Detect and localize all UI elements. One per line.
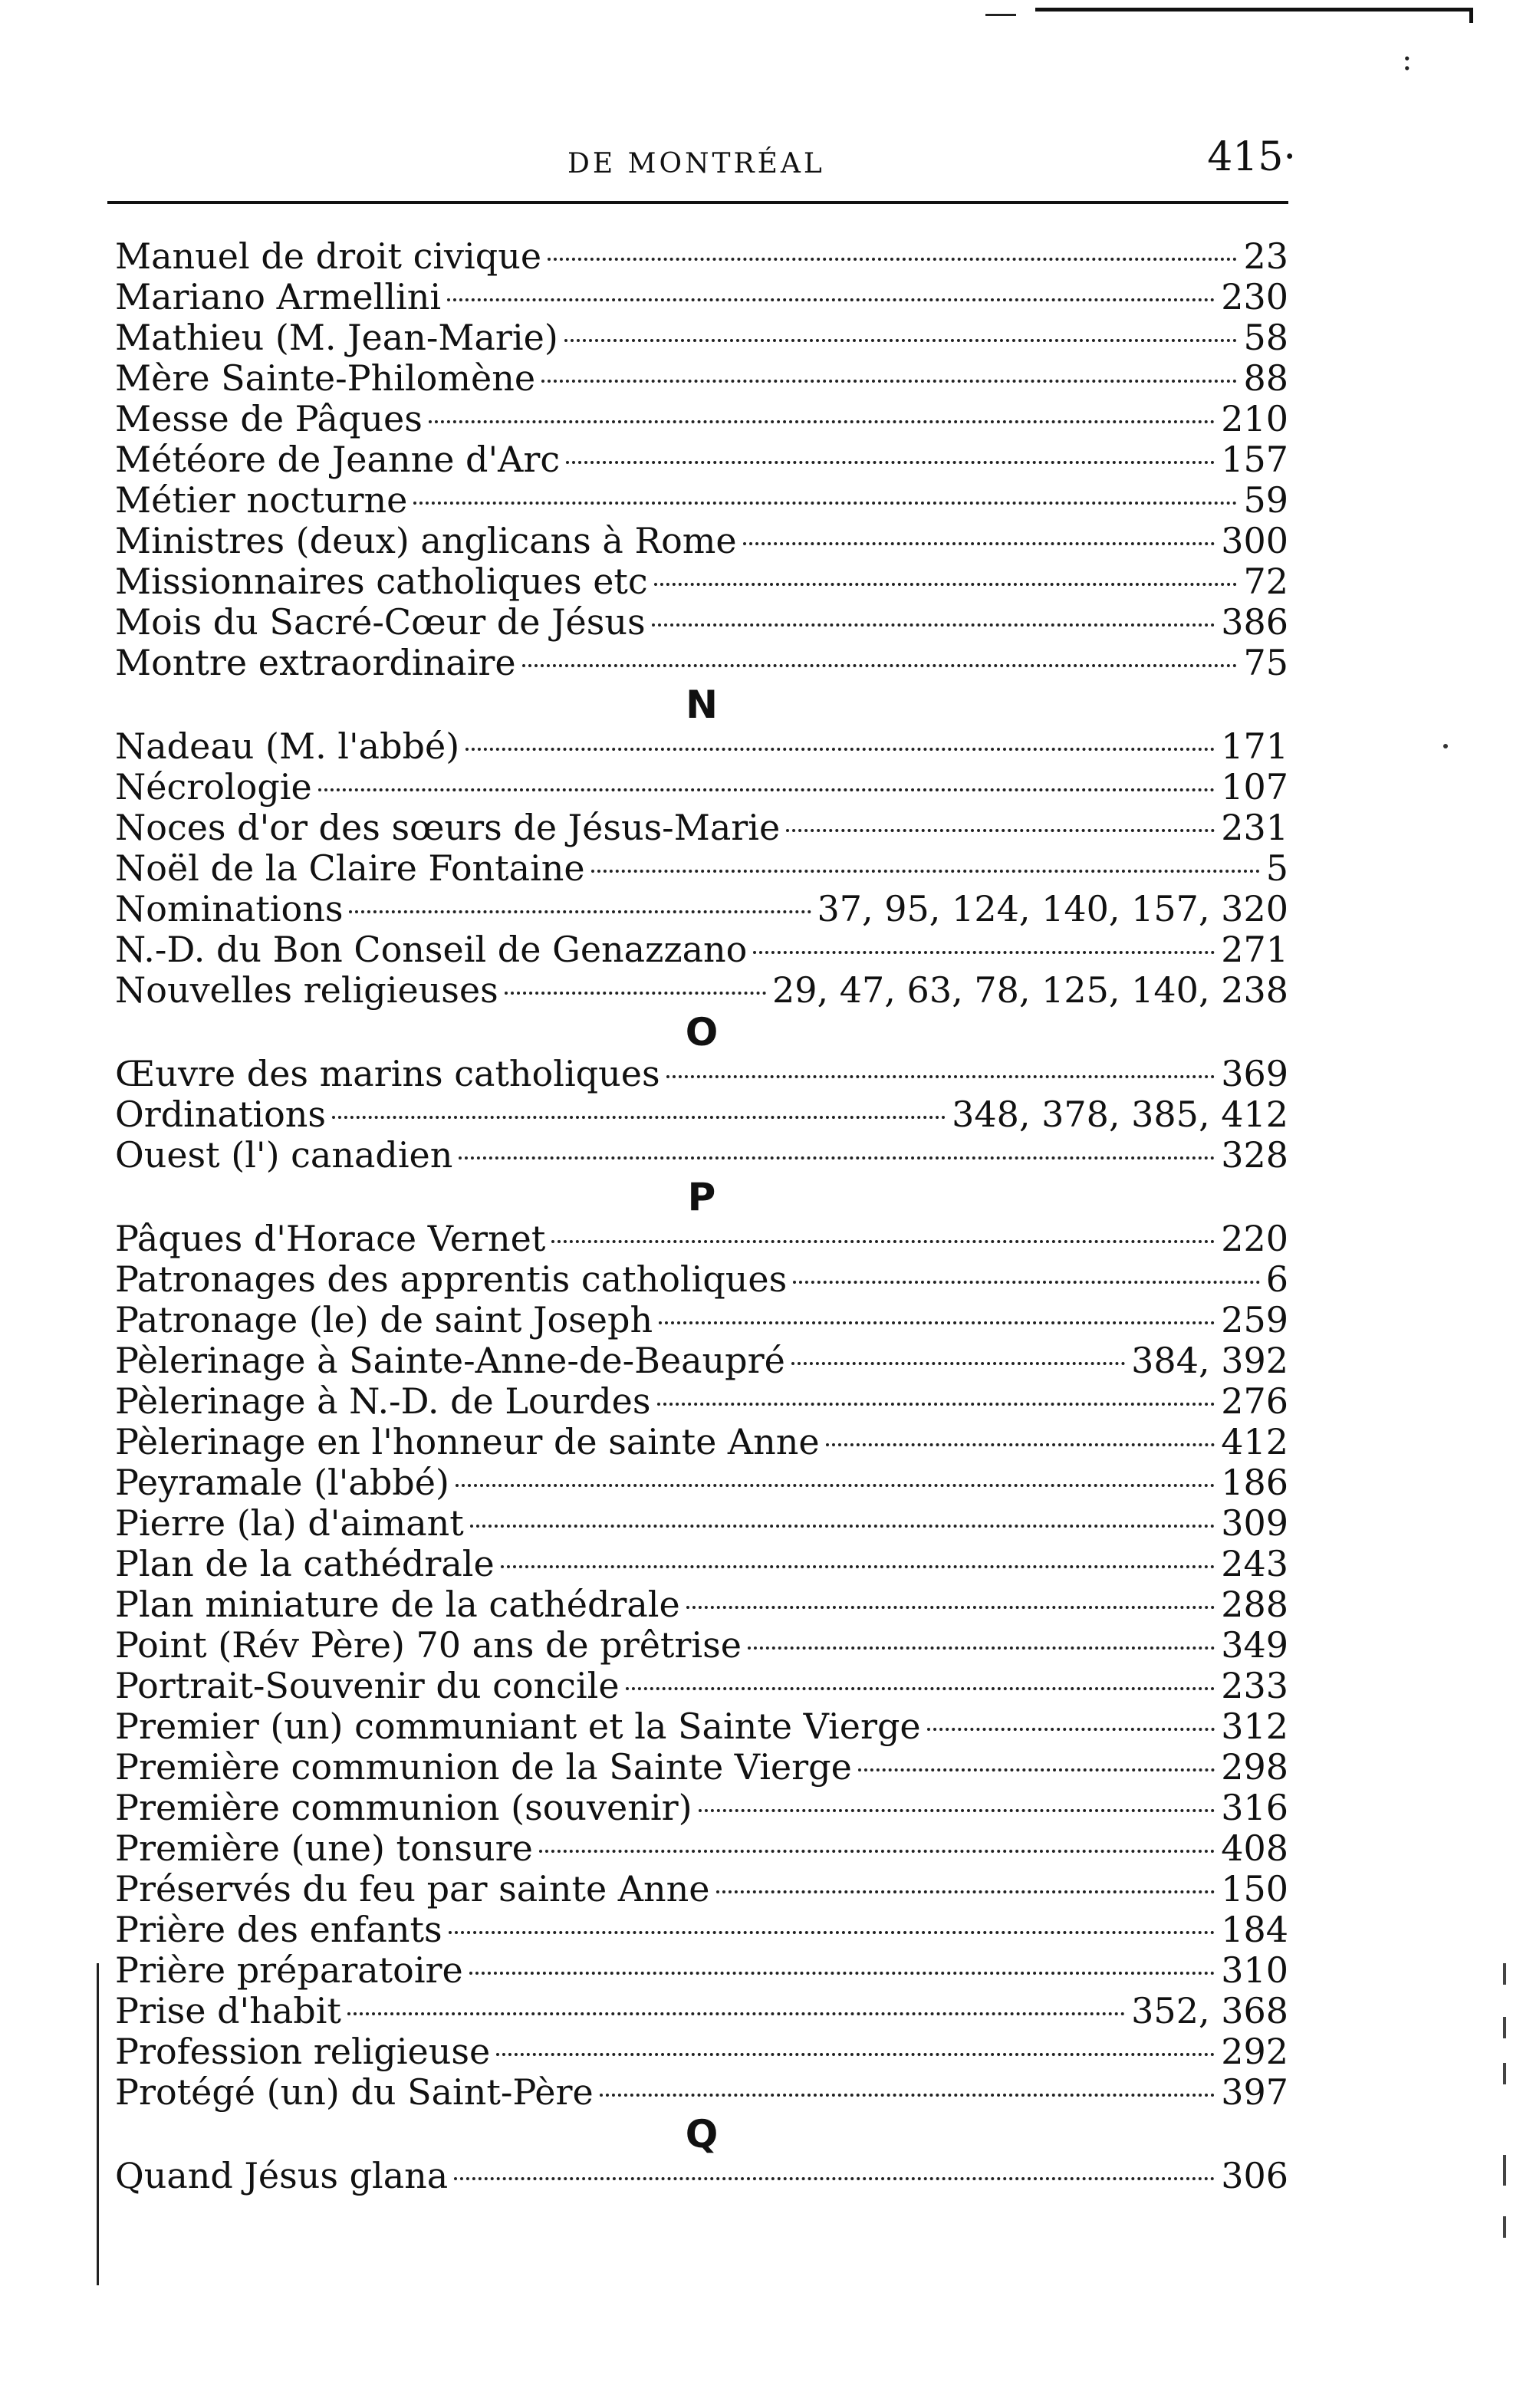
dot-leader <box>657 1403 1215 1406</box>
dot-leader <box>786 829 1215 832</box>
index-entry <box>115 2031 1288 2072</box>
entry-label: Missionnaires catholiques etc <box>115 561 648 602</box>
index-entry <box>115 767 1288 808</box>
entry-label: Pèlerinage à N.-D. de Lourdes <box>115 1380 651 1422</box>
dot-leader <box>748 1646 1215 1650</box>
entry-label: Mère Sainte-Philomène <box>115 357 536 399</box>
dot-leader <box>548 258 1237 261</box>
index-entry <box>115 848 1288 889</box>
dot-leader <box>469 1972 1215 1975</box>
index-entry <box>115 1950 1288 1991</box>
dot-leader <box>626 1687 1215 1690</box>
entry-label: Plan miniature de la cathédrale <box>115 1584 680 1625</box>
index-entry <box>115 399 1288 439</box>
section-letter: N <box>686 683 718 727</box>
dot-leader <box>459 1156 1215 1160</box>
index-entry <box>115 1869 1288 1910</box>
dot-leader <box>454 2177 1215 2180</box>
dot-leader <box>470 1525 1215 1528</box>
entry-label: Nadeau (M. l'abbé) <box>115 725 460 767</box>
top-edge-rule <box>985 14 1016 16</box>
index-entry <box>115 1991 1288 2031</box>
entry-label: Prière des enfants <box>115 1909 442 1950</box>
entry-label: Pâques d'Horace Vernet <box>115 1218 546 1259</box>
entry-pages: 310 <box>1221 1949 1288 1991</box>
section-letter: P <box>687 1175 716 1219</box>
page-number: 415· <box>1207 134 1296 180</box>
entry-pages: 300 <box>1221 520 1288 561</box>
index-entry <box>115 439 1288 480</box>
index-entry <box>115 1135 1288 1176</box>
index-entry <box>115 970 1288 1011</box>
entry-label: Nécrologie <box>115 766 312 808</box>
entry-pages: 5 <box>1265 847 1288 889</box>
top-edge-tick <box>1469 8 1473 23</box>
dot-leader <box>501 1565 1215 1568</box>
index-entry <box>115 1300 1288 1341</box>
entry-label: Portrait-Souvenir du concile <box>115 1665 620 1706</box>
index-entry <box>115 1788 1288 1828</box>
entry-label: Quand Jésus glana <box>115 2155 449 2196</box>
entry-pages: 72 <box>1243 561 1288 602</box>
entry-label: Nouvelles religieuses <box>115 969 498 1011</box>
entry-pages: 259 <box>1221 1299 1288 1341</box>
entry-label: Pierre (la) d'aimant <box>115 1502 464 1544</box>
dot-leader <box>858 1768 1215 1771</box>
entry-label: Prière préparatoire <box>115 1949 463 1991</box>
dot-leader <box>666 1075 1215 1078</box>
index-entry <box>115 1422 1288 1462</box>
dot-leader <box>927 1728 1215 1731</box>
entry-label: Première communion de la Sainte Vierge <box>115 1746 852 1788</box>
entry-pages: 184 <box>1221 1909 1288 1950</box>
entry-pages: 75 <box>1243 642 1288 683</box>
index-entry <box>115 1094 1288 1135</box>
dot-leader <box>429 420 1215 423</box>
dot-leader <box>791 1362 1125 1365</box>
dot-leader <box>349 910 811 913</box>
entry-pages: 107 <box>1221 766 1288 808</box>
index-entry <box>115 358 1288 399</box>
entry-pages: 150 <box>1221 1868 1288 1910</box>
dot-leader <box>413 502 1237 505</box>
entry-label: Ouest (l') canadien <box>115 1134 453 1176</box>
dot-leader <box>456 1484 1215 1487</box>
index-entry <box>115 2072 1288 2113</box>
index-entry <box>115 1544 1288 1584</box>
entry-pages: 29, 47, 63, 78, 125, 140, 238 <box>772 969 1288 1011</box>
index-entry <box>115 2156 1288 2196</box>
index-entry <box>115 1625 1288 1666</box>
entry-pages: 316 <box>1221 1787 1288 1828</box>
left-margin-line <box>97 1963 99 2285</box>
entry-pages: 369 <box>1221 1053 1288 1094</box>
entry-pages: 309 <box>1221 1502 1288 1544</box>
entry-pages: 230 <box>1221 276 1288 317</box>
section-letter: O <box>685 1010 719 1054</box>
dot-leader <box>699 1809 1215 1812</box>
dot-leader <box>716 1890 1215 1893</box>
index-entry <box>115 521 1288 561</box>
entry-label: Mathieu (M. Jean-Marie) <box>115 317 558 358</box>
entry-pages: 6 <box>1265 1258 1288 1300</box>
index-entry <box>115 1747 1288 1788</box>
dot-leader <box>541 380 1237 383</box>
index-entry <box>115 1462 1288 1503</box>
index-entry <box>115 1828 1288 1869</box>
entry-label: Œuvre des marins catholiques <box>115 1053 660 1094</box>
index-entry <box>115 1054 1288 1094</box>
entry-label: Ministres (deux) anglicans à Rome <box>115 520 737 561</box>
entry-label: Nominations <box>115 888 344 929</box>
dot-leader <box>465 748 1215 751</box>
index-entry <box>115 726 1288 767</box>
dot-leader <box>539 1850 1215 1853</box>
dot-leader <box>686 1606 1215 1609</box>
entry-pages: 58 <box>1243 317 1288 358</box>
top-edge-rule-long <box>1035 8 1472 12</box>
entry-pages: 386 <box>1221 601 1288 643</box>
entry-pages: 171 <box>1221 725 1288 767</box>
entry-label: Pèlerinage à Sainte-Anne-de-Beaupré <box>115 1340 785 1381</box>
index-entry <box>115 1259 1288 1300</box>
entry-label: Patronage (le) de saint Joseph <box>115 1299 653 1341</box>
entry-pages: 408 <box>1221 1827 1288 1869</box>
entry-pages: 412 <box>1221 1421 1288 1462</box>
index-entry <box>115 1584 1288 1625</box>
index-entry <box>115 889 1288 929</box>
entry-label: Manuel de droit civique <box>115 235 542 277</box>
page-header <box>107 134 1296 188</box>
entry-pages: 88 <box>1243 357 1288 399</box>
index-entry <box>115 317 1288 358</box>
entry-label: Noces d'or des sœurs de Jésus-Marie <box>115 807 781 848</box>
entry-pages: 186 <box>1221 1462 1288 1503</box>
entry-pages: 312 <box>1221 1706 1288 1747</box>
dot-leader <box>743 542 1215 545</box>
dot-leader <box>793 1281 1259 1284</box>
entry-label: Ordinations <box>115 1094 327 1135</box>
index-entry <box>115 1503 1288 1544</box>
index-entry <box>115 1219 1288 1259</box>
entry-label: Pèlerinage en l'honneur de sainte Anne <box>115 1421 820 1462</box>
entry-pages: 23 <box>1243 235 1288 277</box>
index-entry <box>115 643 1288 683</box>
running-title: DE MONTRÉAL <box>567 148 825 179</box>
entry-pages: 210 <box>1221 398 1288 439</box>
margin-dot <box>1443 744 1448 748</box>
dot-leader <box>753 951 1215 954</box>
dot-leader <box>551 1240 1215 1243</box>
entry-pages: 271 <box>1221 929 1288 970</box>
dot-leader <box>591 870 1260 873</box>
entry-pages: 352, 368 <box>1131 1990 1288 2031</box>
entry-pages: 328 <box>1221 1134 1288 1176</box>
dot-leader <box>332 1116 946 1119</box>
entry-pages: 397 <box>1221 2071 1288 2113</box>
dot-leader <box>600 2094 1215 2097</box>
entry-pages: 157 <box>1221 439 1288 480</box>
index-entry <box>115 602 1288 643</box>
index-entry <box>115 277 1288 317</box>
entry-pages: 349 <box>1221 1624 1288 1666</box>
dot-leader <box>522 664 1238 667</box>
dot-leader <box>566 461 1215 464</box>
entry-pages: 243 <box>1221 1543 1288 1584</box>
entry-label: Profession religieuse <box>115 2031 491 2072</box>
margin-mark: : <box>1402 42 1413 77</box>
entry-label: Peyramale (l'abbé) <box>115 1462 449 1503</box>
right-margin-marks <box>1503 1963 1508 2285</box>
entry-label: Météore de Jeanne d'Arc <box>115 439 561 480</box>
dot-leader <box>652 623 1215 627</box>
entry-label: Première (une) tonsure <box>115 1827 533 1869</box>
index-entry <box>115 1341 1288 1381</box>
entry-label: Messe de Pâques <box>115 398 423 439</box>
entry-label: Métier nocturne <box>115 479 408 521</box>
index-entry <box>115 1381 1288 1422</box>
dot-leader <box>659 1321 1215 1324</box>
entry-label: Mois du Sacré-Cœur de Jésus <box>115 601 646 643</box>
entry-pages: 231 <box>1221 807 1288 848</box>
index-entry <box>115 929 1288 970</box>
entry-label: N.-D. du Bon Conseil de Genazzano <box>115 929 748 970</box>
dot-leader <box>496 2053 1215 2056</box>
index-entry <box>115 1910 1288 1950</box>
index-entry <box>115 480 1288 521</box>
index-entry <box>115 808 1288 848</box>
entry-pages: 220 <box>1221 1218 1288 1259</box>
dot-leader <box>347 2012 1125 2015</box>
dot-leader <box>318 788 1215 791</box>
entry-label: Préservés du feu par sainte Anne <box>115 1868 710 1910</box>
entry-label: Protégé (un) du Saint-Père <box>115 2071 594 2113</box>
entry-label: Premier (un) communiant et la Sainte Vierge <box>115 1706 921 1747</box>
index-entries <box>115 236 1288 2196</box>
header-rule <box>107 201 1288 204</box>
index-entry <box>115 236 1288 277</box>
entry-label: Point (Rév Père) 70 ans de prêtrise <box>115 1624 742 1666</box>
index-entry <box>115 1706 1288 1747</box>
entry-pages: 288 <box>1221 1584 1288 1625</box>
entry-pages: 384, 392 <box>1131 1340 1288 1381</box>
entry-pages: 348, 378, 385, 412 <box>952 1094 1288 1135</box>
dot-leader <box>449 1931 1215 1934</box>
entry-pages: 276 <box>1221 1380 1288 1422</box>
dot-leader <box>564 339 1238 342</box>
entry-label: Mariano Armellini <box>115 276 442 317</box>
dot-leader <box>826 1443 1215 1446</box>
dot-leader <box>654 583 1238 586</box>
entry-pages: 59 <box>1243 479 1288 521</box>
entry-label: Noël de la Claire Fontaine <box>115 847 585 889</box>
entry-label: Plan de la cathédrale <box>115 1543 495 1584</box>
dot-leader <box>447 298 1215 301</box>
entry-pages: 298 <box>1221 1746 1288 1788</box>
entry-label: Montre extraordinaire <box>115 642 516 683</box>
entry-label: Première communion (souvenir) <box>115 1787 692 1828</box>
section-letter: Q <box>685 2112 719 2156</box>
entry-pages: 233 <box>1221 1665 1288 1706</box>
entry-pages: 292 <box>1221 2031 1288 2072</box>
index-entry <box>115 561 1288 602</box>
entry-pages: 306 <box>1221 2155 1288 2196</box>
dot-leader <box>505 992 766 995</box>
entry-pages: 37, 95, 124, 140, 157, 320 <box>817 888 1288 929</box>
entry-label: Prise d'habit <box>115 1990 341 2031</box>
index-entry <box>115 1666 1288 1706</box>
entry-label: Patronages des apprentis catholiques <box>115 1258 788 1300</box>
